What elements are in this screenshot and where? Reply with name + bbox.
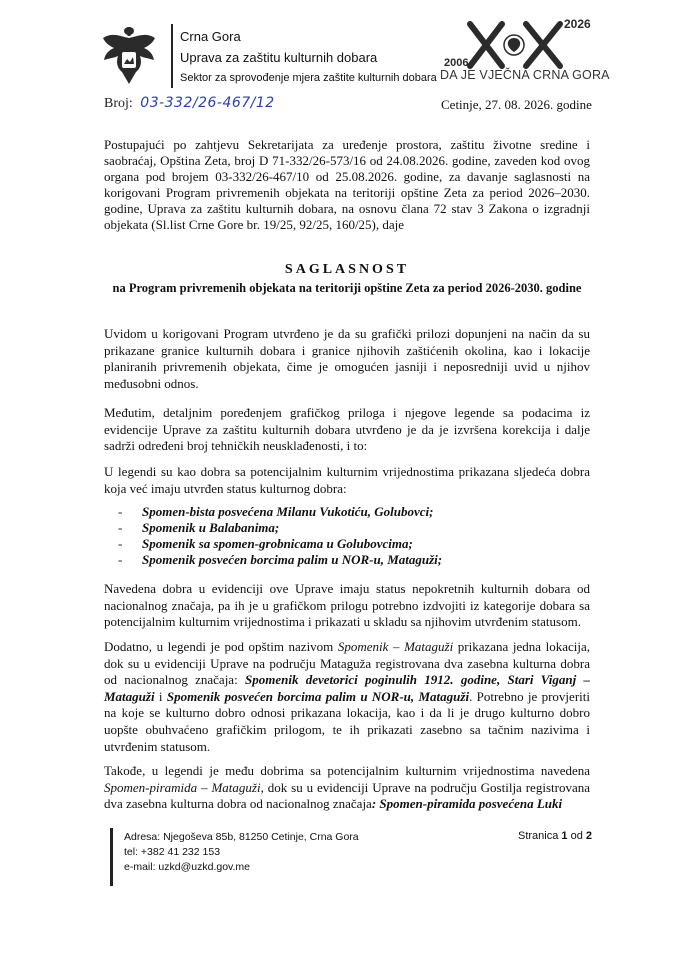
page-prefix: Stranica [518, 830, 562, 842]
p5-text-f: Spomenik posvećen borcima palim u NOR-u, Mataguži [166, 688, 470, 704]
institution-name: Uprava za zaštitu kulturnih dobara [180, 50, 378, 65]
list-item: - Spomenik sa spomen-grobnicama u Golubovcima; [118, 536, 442, 552]
p5-text-c: prikazana jedna lokacija, dok su u evidenciji Uprave na području Mataguža registrovana dva zasebna kulturna dobra od nacionalnog značaja: [104, 639, 590, 688]
p6-text-c: , dok su u evidenciji Uprave na području Gostilja registrovana dva zasebna kulturna dobra od nacionalnog značaja [104, 779, 590, 812]
paragraph-3: U legendi su kao dobra sa potencijalnim kulturnim vrijednostima prikazana sljedeća dobra koja već imaju utvrđen status kulturnog dobra: [104, 464, 590, 496]
p6-text-a: Takođe, u legendi je među dobrima sa potencijalnim kulturnim vrijednostima navedena [104, 763, 590, 778]
paragraph-4: Navedena dobra u evidenciji ove Uprave imaju status nepokretnih kulturnih dobara od nacionalnog značaja, pa ih je u grafičkom prilogu potrebno izdvojiti iz kategorije dobara sa potencijalnim kulturnim vrijednostima i prikazati u skladu sa njihovim utvrđenim statusom. [104, 581, 590, 630]
page-number [518, 830, 592, 842]
intro-paragraph: Postupajući po zahtjevu Sekretarijata za uređenje prostora, zaštitu životne sredine i saobraćaj, Opština Zeta, broj D 71-332/26-573/16 od 24.08.2026. godine, zaveden kod ovog organa pod brojem 03-332/26-467/10 od 25.08.2026. godine, za davanje saglasnosti na korigovani Program privremenih objekata na teritoriji opštine Zeta za period 2026–2030. godine, Uprava za zaštitu kulturnih dobara, na osnovu člana 72 stav 3 Zakona o izgradnji objekata (Sl.list Crne Gore br. 19/25, 92/25, 160/25), daje [104, 137, 590, 232]
reference-number [104, 95, 275, 112]
header-divider [171, 24, 173, 88]
list-item: - Spomen-bista posvećena Milanu Vukotiću, Golubovci; [118, 504, 442, 520]
handwritten-number: 03-332/26-467/12 [140, 95, 275, 111]
jubilee-year-left: 2006 [444, 57, 469, 69]
page-total: 2 [585, 830, 593, 842]
footer-phone: tel: +382 41 232 153 [124, 846, 221, 858]
document-heading: SAGLASNOST [284, 262, 410, 277]
p5-text-g: . Potrebno je provjeriti na koje se kulturno dobro odnosi prikazana lokacija, kao i da li je drugo kulturno dobro uopšte obuhvaćeno grafičkim prilogom, te ih prikazati zasebno sa tačnim nazivima i utvrđenim statusom. [104, 688, 590, 754]
p5-text-e: i [154, 688, 167, 704]
footer-divider [110, 828, 113, 886]
city-date: Cetinje, 27. 08. 2026. godine [441, 97, 592, 112]
sector-name: Sektor za sprovođenje mjera zaštite kulturnih dobara [180, 72, 437, 84]
coat-of-arms-icon [100, 26, 158, 88]
p5-text-d: Spomenik devetorici poginulih 1912. godine, Stari Viganj – Mataguži [104, 672, 590, 704]
paragraph-1: Uvidom u korigovani Program utvrđeno je da su grafički prilozi dopunjeni na način da su prikazane granice kulturnih dobara i granice njihovih zaštićenih okolina, kao i lokacije planiranih privremenih objekata, čime je omogućen jasniji i neposredniji uvid u njihov međusobni odnos. [104, 326, 590, 391]
jubilee-slogan: DA JE VJEČNA CRNA GORA [440, 68, 610, 82]
footer-contact [124, 830, 359, 875]
footer-email: e-mail: uzkd@uzkd.gov.me [124, 861, 251, 873]
footer-address: Adresa: Njegoševa 85b, 81250 Cetinje, Crna Gora [124, 831, 359, 843]
p6-text-b: Spomen-piramida – Mataguži [104, 779, 261, 795]
list-item: - Spomenik posvećen borcima palim u NOR-u, Mataguži; [118, 552, 442, 568]
page-middle: od [567, 830, 586, 842]
list-item: - Spomenik u Balabanima; [118, 520, 442, 536]
cultural-goods-list [118, 504, 442, 568]
p5-text-b: Spomenik – Mataguži [337, 639, 454, 654]
paragraph-6 [104, 763, 590, 813]
p5-text-a: Dodatno, u legendi je pod opštim nazivom [104, 639, 338, 654]
p6-text-d: : Spomen-piramida posvećena Luki [371, 796, 563, 812]
page-current: 1 [561, 830, 568, 842]
document-subheading: na Program privremenih objekata na teritoriji opštine Zeta za period 2026-2030. godine [112, 281, 582, 295]
country-name: Crna Gora [180, 29, 241, 44]
reference-label: Broj: [104, 96, 133, 111]
jubilee-logo-icon [444, 14, 604, 94]
jubilee-year-top: 2026 [564, 17, 591, 31]
institution-block [180, 26, 437, 89]
paragraph-5 [104, 639, 590, 755]
paragraph-2: Međutim, detaljnim poređenjem grafičkog priloga i njegove legende sa podacima iz evidencije Uprave za zaštitu kulturnih dobara utvrđeno je da je izvršena korekcija i dalje sadrži određeni broj tehničkih neusklađenosti, i to: [104, 405, 590, 454]
